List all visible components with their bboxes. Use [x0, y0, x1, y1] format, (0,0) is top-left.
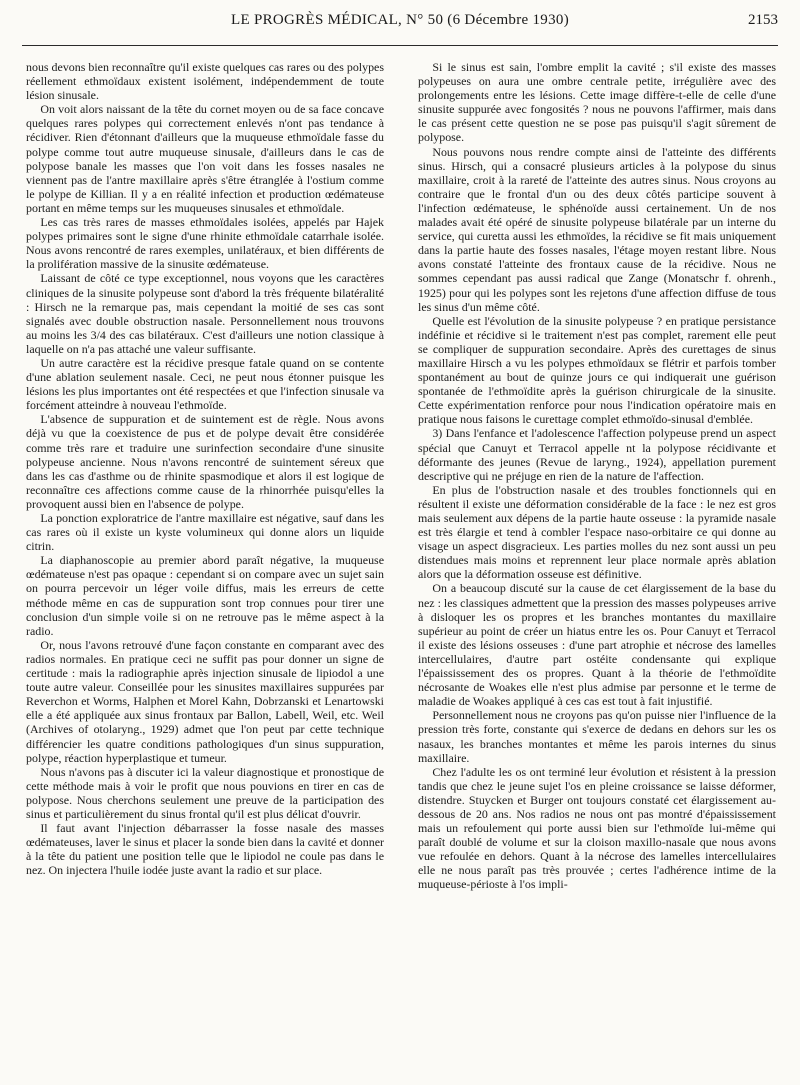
header-rule: [22, 45, 778, 46]
paragraph: 3) Dans l'enfance et l'adolescence l'affection polypeuse prend un aspect spécial que Canuyt et Terracol appelle nt la polypose récidivante et déformante des jeunes (Revue de laryng., 1924), appellation purement descriptive qui ne préjuge en rien de la nature de l'affection.: [418, 426, 776, 483]
right-column: [418, 60, 776, 1075]
journal-running-title: LE PROGRÈS MÉDICAL, N° 50 (6 Décembre 1930): [230, 12, 570, 28]
paragraph: Quelle est l'évolution de la sinusite polypeuse ? en pratique persistance indéfinie et récidive si le traitement n'est pas complet, rarement elle peut se compliquer de suppuration secondaire. Après des curettages de sinus maxillaire Hirsch a vu les polypes ethmoïdaux se flétrir et parfois tomber spontanément au bout de quinze jours ce qui indiquerait une guérison spontanée de l'ethmoïdite après la guérison chirurgicale de la sinusite. Cette expérimentation renforce pour nous l'indication opératoire mais en pratique nous faisons le curettage complet ethmoïdo-sinusal d'emblée.: [418, 313, 776, 427]
paragraph: Les cas très rares de masses ethmoïdales isolées, appelés par Hajek polypes primaires sont le signe d'une rhinite ethmoïdale catarrhale isolée. Nous avons rencontré de rares exemples, unilatéraux, et bien différents de la prolifération massive de la sinusite œdémateuse.: [26, 215, 384, 272]
paragraph: Nous pouvons nous rendre compte ainsi de l'atteinte des différents sinus. Hirsch, qui a consacré plusieurs articles à la polypose du sinus maxillaire, croit à la rareté de l'atteinte des autres sinus. Nous croyons au contraire que le frontal d'un ou des deux côtés participe souvent à l'infection œdémateuse, le sphénoïde aussi certainement. Un de nos malades avait été opéré de sinusite polypeuse bilatérale par un interne du service, qui curetta aussi les ethmoïdes, la récidive se fit mais uniquement dans la partie haute des fosses nasales, l'étage moyen restant libre. Nous avons constaté l'atteinte des frontaux cause de la récidive. Nous ne sommes cependant pas aussi radical que Zange (Monatschr f. ohrenh., 1925) pour qui les polypes sont les rejetons d'une affection diffuse de tous les sinus d'un même côté.: [418, 144, 776, 314]
paragraph: En plus de l'obstruction nasale et des troubles fonctionnels qui en résultent il existe une déformation considérable de la face : le nez est gros mais seulement aux dépens de la partie haute osseuse : la pyramide nasale est très élargie et tend à combler l'espace naso-orbitaire ce qui donne au visage un aspect disgracieux. Les parties molles du nez sont aussi un peu distendues mais moins et reprennent leur place normale après ablation alors que la déformation osseuse est définitive.: [418, 482, 776, 582]
paragraph: La diaphanoscopie au premier abord paraît négative, la muqueuse œdémateuse n'est pas opaque : cependant si on compare avec un sujet sain on pourra percevoir un léger voile diffus, mais les erreurs de cette méthode même en cas de suppuration sont trop connues pour tirer une conclusion d'un simple voile si on ne retrouve pas le même aspect à la radio.: [26, 553, 384, 638]
paragraph: Un autre caractère est la récidive presque fatale quand on se contente d'une ablation seulement nasale. Ceci, ne peut nous étonner puisque les lésions les plus importantes ont été respectées et que l'infection sinusale va forcément atteindre à nouveau l'ethmoïde.: [26, 355, 384, 413]
paragraph: Or, nous l'avons retrouvé d'une façon constante en comparant avec des radios normales. En pratique ceci ne suffit pas pour donner un signe de certitude : mais la radiographie après injection sinusale de lipiodol a une toute autre valeur. Conseillée pour les sinusites maxillaires suppurées par Reverchon et Worms, Halphen et Morel Kahn, Dobrzanski et Lenartowski elle a été appliquée aux sinus frontaux par Ballon, Labell, Weil, etc. Weil (Archives of otolaryng., 1929) admet que l'on peut par cette technique différencier les quatre conditions pathologiques d'un sinus suppuration, polype, réaction hyperplastique et tumeur.: [26, 637, 384, 765]
paragraph: On voit alors naissant de la tête du cornet moyen ou de sa face concave quelques rares polypes qui correctement enlevés n'ont pas tendance à récidiver. Rien d'étonnant d'ailleurs que la muqueuse ethmoïdale fasse du polype comme tout autre muqueuse sinusale, d'ailleurs dans le cas de polypose banale les masses que l'on voit dans les fosses nasales ne viennent pas de l'antre maxillaire après s'être étranglée à l'ostium comme le polype de Killian. Il y a en réalité infection et production œdémateuse portant en même temps sur les muqueuses sinusales et ethmoïdale.: [26, 102, 384, 215]
paragraph: L'absence de suppuration et de suintement est de règle. Nous avons déjà vu que la coexistence de pus et de polype devait être considérée comme très rare et traduire une surinfection secondaire d'une sinusite polypeuse ancienne. Nous n'avons rencontré de suintement séreux que dans les cas d'asthme ou de rhinite spasmodique et alors il est logique de reconnaître ces affections comme cause de la rhinorrhée puisqu'elles la provoquent aussi bien en l'absence de polype.: [26, 412, 384, 511]
left-column: [26, 60, 384, 1075]
page-header: [22, 12, 778, 42]
paragraph: On a beaucoup discuté sur la cause de cet élargissement de la base du nez : les classiques admettent que la pression des masses polypeuses arrive à disloquer les os propres et les branches montantes du maxillaire supérieur au point de créer un hiatus entre les os. Pour Canuyt et Terracol il existe des lésions osseuses : d'une part atrophie et nécrose des lamelles intercellulaires, d'autre part ostéite condensante qui explique l'épaississement des os propres. Quant à la théorie de l'ethmoïdite nécrosante de Woakes elle n'est plus admise par personne et le terme de maladie de Woakes appliqué à ces cas est tout à fait injustifié.: [418, 581, 776, 709]
paragraph: Laissant de côté ce type exceptionnel, nous voyons que les caractères cliniques de la sinusite polypeuse sont d'abord la très fréquente bilatéralité : Hirsch ne la remarque pas, mais cependant la moitié de ses cas sont signalés avec double obstruction nasale. Personnellement nous trouvons au moins les 3/4 des cas bilatéraux. C'est d'ailleurs une notion classique à laquelle on n'a pas attaché une valeur suffisante.: [26, 271, 384, 356]
paragraph: Chez l'adulte les os ont terminé leur évolution et résistent à la pression tandis que chez le jeune sujet l'os en pleine croissance se laisse déformer, distendre. Stuycken et Burger ont toujours constaté cet élargissement au-dessous de 20 ans. Nos radios ne nous ont pas montré d'épaississement mais un refoulement qui porte aussi bien sur l'ethmoïde lui-même qui paraît doublé de volume et sur la cloison maxillo-nasale que nous avons vue refoulée en dehors. Quant à la nécrose des lamelles intercellulaires elle ne nous paraît pas très prouvée ; certes l'adhérence intime de la muqueuse-périoste à l'os impli-: [418, 764, 776, 892]
paragraph: Il faut avant l'injection débarrasser la fosse nasale des masses œdémateuses, laver le sinus et placer la sonde bien dans la cavité et donner à la tête du patient une position telle que le lipiodol ne coule pas dans le nez. On injectera l'huile iodée juste avant la radio et sur place.: [26, 821, 384, 878]
paragraph: Si le sinus est sain, l'ombre emplit la cavité ; s'il existe des masses polypeuses on aura une ombre centrale petite, irrégulière avec des prolongements entre les lésions. Cette image diffère-t-elle de celle d'une sinusite suppurée avec fongosités ? nous ne pouvons l'affirmer, mais dans le cas présent cette question ne se pose pas puisqu'il s'agit sûrement de polypose.: [418, 60, 776, 145]
paragraph: La ponction exploratrice de l'antre maxillaire est négative, sauf dans les cas rares où il existe un kyste volumineux qui donne alors un liquide citrin.: [26, 511, 384, 554]
paragraph: Nous n'avons pas à discuter ici la valeur diagnostique et pronostique de cette méthode mais à voir le profit que nous pouvions en tirer en cas de polypose. Nous cherchons seulement une preuve de la participation des sinus et particulièrement du sinus frontal qu'il est plus délicat d'ouvrir.: [26, 764, 384, 821]
page-number: 2153: [748, 12, 778, 28]
paragraph: Personnellement nous ne croyons pas qu'on puisse nier l'influence de la pression très forte, constante qui s'exerce de dedans en dehors sur les os nasaux, les branches montantes et même les parois internes du sinus maxillaire.: [418, 708, 776, 765]
paragraph: nous devons bien reconnaître qu'il existe quelques cas rares ou des polypes réellement ethmoïdaux existent isolément, indépendemment de toute lésion sinusale.: [26, 60, 384, 103]
